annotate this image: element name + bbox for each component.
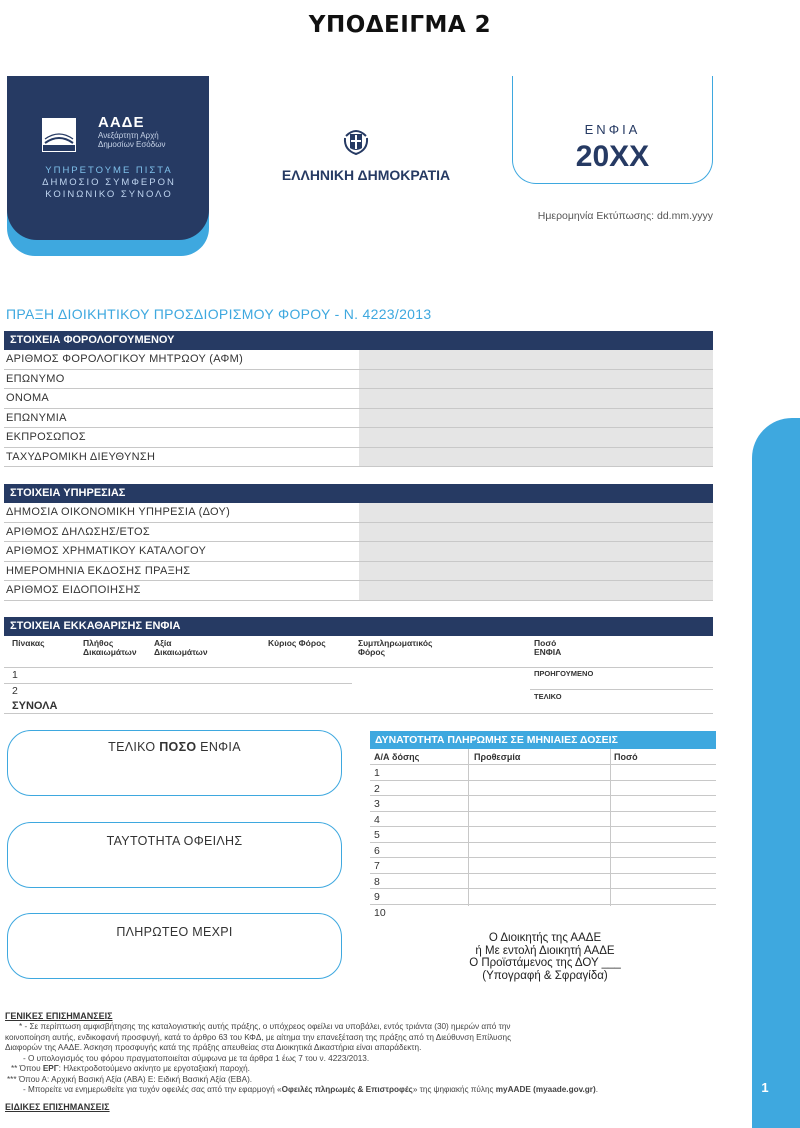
col-supplementary-tax: Συμπληρωματικός Φόρος bbox=[358, 638, 433, 657]
side-accent-tab bbox=[752, 418, 800, 1128]
divider bbox=[530, 689, 713, 690]
service-field-value bbox=[359, 542, 713, 561]
installment-row: 10 bbox=[374, 906, 386, 919]
print-date: Ημερομηνία Εκτύπωσης: dd.mm.yyyy bbox=[537, 210, 713, 222]
installment-row: 4 bbox=[370, 812, 716, 828]
service-field-row: ΗΜΕΡΟΜΗΝΙΑ ΕΚΔΟΣΗΣ ΠΡΑΞΗΣ bbox=[4, 562, 713, 582]
col-enfia-amount: Ποσό ΕΝΦΙΑ bbox=[534, 638, 562, 657]
service-field-value bbox=[359, 503, 713, 522]
installment-row: 7 bbox=[370, 858, 716, 874]
settlement-section-heading: ΣΤΟΙΧΕΙΑ ΕΚΚΑΘΑΡΙΣΗΣ ΕΝΦΙΑ bbox=[4, 617, 713, 636]
aade-logo-name: ΑΑΔΕ bbox=[98, 114, 145, 131]
installment-row: 8 bbox=[370, 874, 716, 890]
col-rights-value: Αξία Δικαιωμάτων bbox=[154, 638, 208, 657]
service-field-value bbox=[359, 523, 713, 542]
col-main-tax: Κύριος Φόρος bbox=[268, 638, 326, 648]
taxpayer-field-value bbox=[359, 350, 713, 369]
aade-logo-panel bbox=[7, 76, 209, 240]
hellenic-emblem-icon bbox=[341, 122, 371, 156]
taxpayer-field-row: ΕΠΩΝΥΜΟ bbox=[4, 370, 713, 390]
col-deadline: Προθεσμία bbox=[474, 752, 521, 762]
settlement-totals: ΣΥΝΟΛΑ bbox=[12, 700, 58, 712]
taxpayer-field-value bbox=[359, 389, 713, 408]
installment-row: 5 bbox=[370, 827, 716, 843]
page-number: 1 bbox=[761, 1080, 769, 1095]
signature-block: Ο Διοικητής της ΑΑΔΕ ή Με εντολή Διοικητή ΑΑΔΕ Ο Προϊστάμενος της ΔΟΥ ___ (Υπογραφή & Σφραγίδα) bbox=[469, 932, 621, 982]
debt-id-label: ΤΑΥΤΟΤΗΤΑ ΟΦΕΙΛΗΣ bbox=[106, 834, 243, 848]
aade-logo-subtitle: Ανεξάρτητη Αρχή Δημοσίων Εσόδων bbox=[98, 131, 166, 149]
service-field-value bbox=[359, 562, 713, 581]
taxpayer-section-heading: ΣΤΟΙΧΕΙΑ ΦΟΡΟΛΟΓΟΥΜΕΝΟΥ bbox=[4, 331, 713, 350]
taxpayer-field-value bbox=[359, 448, 713, 467]
final-amount-label: ΤΕΛΙΚΟ ΠΟΣΟ ΕΝΦΙΑ bbox=[108, 740, 241, 754]
service-field-value bbox=[359, 581, 713, 600]
previous-label: ΠΡΟΗΓΟΥΜΕΝΟ bbox=[534, 669, 594, 678]
installment-row: 6 bbox=[370, 843, 716, 859]
general-notes: * - Σε περίπτωση αμφισβήτησης της καταλογιστικής αυτής πράξης, ο υπόχρεος οφείλει να υποβάλει, εντός τριάντα (30) ημερών από την κοινοποίηση αυτής, ενδικοφανή προσφυγή, κατά το άρθρο 63 του ΚΦΔ, με αίτημα την επανεξέταση της πράξης από τη Διεύθυνση Επίλυσης Διαφορών της ΑΑΔΕ. Άσκηση προσφυγής κατά της πράξης απευθείας στα Διοικητικά Δικαστήρια είναι απαράδεκτη. - Ο υπολογισμός του φόρου πραγματοποιείται σύμφωνα με τα άρθρα 1 έως 7 του ν. 4223/2013. ** Όπου ΕΡΓ: Ηλεκτροδοτούμενο ακίνητο με εργοταξιακή παροχή. *** Όπου Α: Αρχική Βασική Αξία (ΑΒΑ) Ε: Ειδική Βασική Αξία (ΕΒΑ). - Μπορείτε να ενημερωθείτε για τυχόν οφειλές σας από την εφαρμογή «Οφειλές πληρωμές & Επιστροφές» της ψηφιακής πύλης myAADE (myaade.gov.gr). bbox=[5, 1022, 599, 1094]
divider bbox=[4, 683, 352, 684]
installment-row: 2 bbox=[370, 781, 716, 797]
installments-heading: ΔΥΝΑΤΟΤΗΤΑ ΠΛΗΡΩΜΗΣ ΣΕ ΜΗΝΙΑΙΕΣ ΔΟΣΕΙΣ bbox=[370, 731, 716, 749]
col-rights-count: Πλήθος Δικαιωμάτων bbox=[83, 638, 137, 657]
col-installment-no: Α/Α δόσης bbox=[374, 752, 420, 762]
taxpayer-field-row: ΟΝΟΜΑ bbox=[4, 389, 713, 409]
service-section-heading: ΣΤΟΙΧΕΙΑ ΥΠΗΡΕΣΙΑΣ bbox=[4, 484, 713, 503]
service-field-row: ΑΡΙΘΜΟΣ ΧΡΗΜΑΤΙΚΟΥ ΚΑΤΑΛΟΓΟΥ bbox=[4, 542, 713, 562]
final-label: ΤΕΛΙΚΟ bbox=[534, 692, 562, 701]
debt-id-box bbox=[7, 822, 342, 888]
col-amount: Ποσό bbox=[614, 752, 638, 762]
installment-row: 9 bbox=[370, 889, 716, 905]
payable-until-label: ΠΛΗΡΩΤΕΟ ΜΕΧΡΙ bbox=[116, 925, 233, 939]
taxpayer-field-row: ΤΑΧΥΔΡΟΜΙΚΗ ΔΙΕΥΘΥΝΣΗ bbox=[4, 448, 713, 468]
divider bbox=[4, 713, 713, 714]
col-table: Πίνακας bbox=[12, 638, 45, 648]
special-notes-title: ΕΙΔΙΚΕΣ ΕΠΙΣΗΜΑΝΣΕΙΣ bbox=[5, 1102, 110, 1112]
divider bbox=[4, 667, 713, 668]
installment-row: 3 bbox=[370, 796, 716, 812]
taxpayer-field-value bbox=[359, 409, 713, 428]
page-title: ΥΠΟΔΕΙΓΜΑ 2 bbox=[308, 12, 492, 38]
taxpayer-field-value bbox=[359, 370, 713, 389]
service-field-row: ΔΗΜΟΣΙΑ ΟΙΚΟΝΟΜΙΚΗ ΥΠΗΡΕΣΙΑ (ΔΟΥ) bbox=[4, 503, 713, 523]
aade-logo-icon bbox=[42, 118, 76, 152]
taxpayer-field-row: ΕΚΠΡΟΣΩΠΟΣ bbox=[4, 428, 713, 448]
taxpayer-field-value bbox=[359, 428, 713, 447]
installment-row: 1 bbox=[370, 765, 716, 781]
enfia-label: ΕΝΦΙΑ bbox=[584, 122, 641, 137]
service-field-row: ΑΡΙΘΜΟΣ ΔΗΛΩΣΗΣ/ΕΤΟΣ bbox=[4, 523, 713, 543]
payable-until-box bbox=[7, 913, 342, 979]
act-title: ΠΡΑΞΗ ΔΙΟΙΚΗΤΙΚΟΥ ΠΡΟΣΔΙΟΡΙΣΜΟΥ ΦΟΡΟΥ - Ν. 4223/2013 bbox=[6, 306, 432, 322]
enfia-year: 20XX bbox=[575, 140, 650, 173]
taxpayer-field-row: ΕΠΩΝΥΜΙΑ bbox=[4, 409, 713, 429]
general-notes-title: ΓΕΝΙΚΕΣ ΕΠΙΣΗΜΑΝΣΕΙΣ bbox=[5, 1011, 113, 1021]
hellenic-republic-label: ΕΛΛΗΝΙΚΗ ΔΗΜΟΚΡΑΤΙΑ bbox=[281, 167, 451, 183]
service-field-row: ΑΡΙΘΜΟΣ ΕΙΔΟΠΟΙΗΣΗΣ bbox=[4, 581, 713, 601]
aade-motto: ΥΠΗΡΕΤΟΥΜΕ ΠΙΣΤΑ ΔΗΜΟΣΙΟ ΣΥΜΦΕΡΟΝ ΚΟΙΝΩΝΙΚΟ ΣΥΝΟΛΟ bbox=[42, 165, 176, 200]
taxpayer-field-row: ΑΡΙΘΜΟΣ ΦΟΡΟΛΟΓΙΚΟΥ ΜΗΤΡΩΟΥ (ΑΦΜ) bbox=[4, 350, 713, 370]
settlement-row-1: 1 bbox=[12, 669, 18, 681]
settlement-row-2: 2 bbox=[12, 685, 18, 697]
